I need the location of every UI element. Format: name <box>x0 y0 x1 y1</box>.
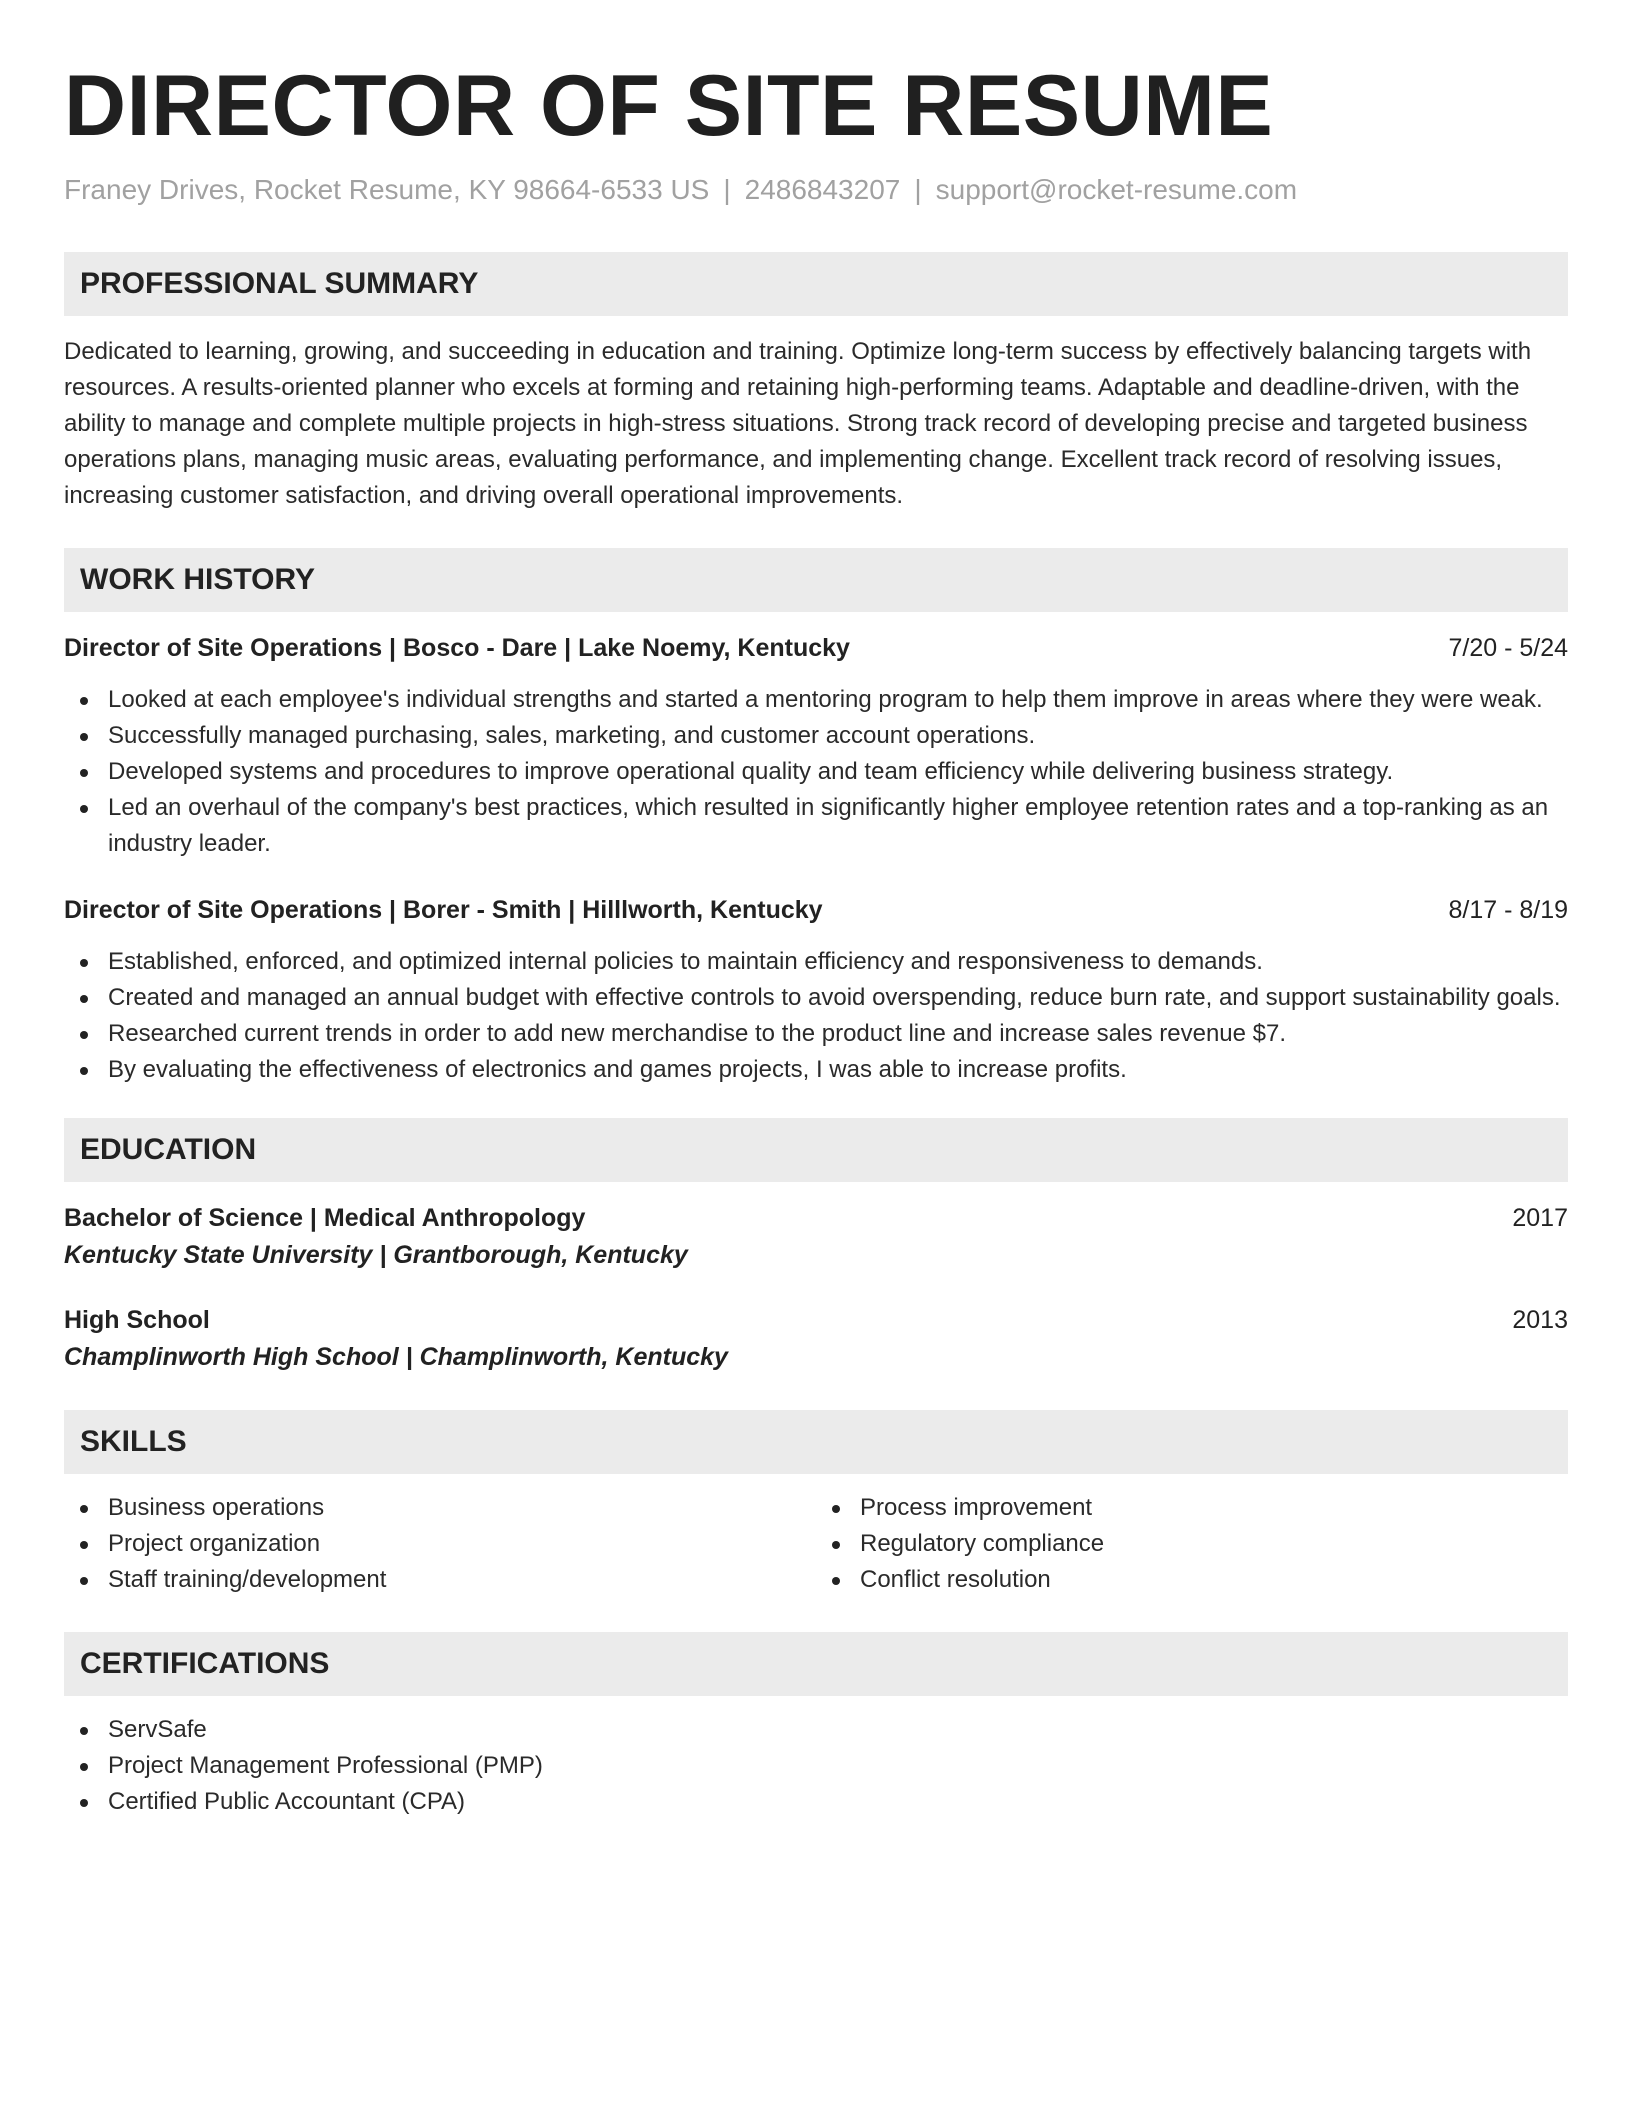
skills-list-left <box>64 1490 816 1598</box>
education-entry <box>64 1302 1568 1376</box>
job-bullet: Created and managed an annual budget with effective controls to avoid overspending, reduce burn rate, and support sustainability goals. <box>64 980 1568 1016</box>
skill-item: Regulatory compliance <box>816 1526 1568 1562</box>
section-heading-summary: PROFESSIONAL SUMMARY <box>64 252 1568 316</box>
summary-text: Dedicated to learning, growing, and succeeding in education and training. Optimize long-term success by effectively balancing targets with resources. A results-oriented planner who excels at forming and retaining high-performing teams. Adaptable and deadline-driven, with the ability to manage and complete multiple projects in high-stress situations. Strong track record of developing precise and targeted business operations plans, managing music areas, evaluating performance, and implementing change. Excellent track record of resolving issues, increasing customer satisfaction, and driving overall operational improvements. <box>64 338 1532 509</box>
contact-email: support@rocket-resume.com <box>935 174 1298 205</box>
education-entry <box>64 1200 1568 1274</box>
skills-grid <box>64 1490 1568 1598</box>
job-title: Director of Site Operations | Borer - Smith | Hilllworth, Kentucky <box>64 896 823 924</box>
section-heading-certifications: CERTIFICATIONS <box>64 1632 1568 1696</box>
job-entry <box>64 892 1568 1088</box>
skill-item: Conflict resolution <box>816 1562 1568 1598</box>
contact-phone: 2486843207 <box>744 174 901 205</box>
education-header <box>64 1302 1568 1338</box>
job-bullet: Led an overhaul of the company's best practices, which resulted in significantly higher employee retention rates and a top-ranking as an industry leader. <box>64 790 1568 862</box>
education-year: 2013 <box>1512 1306 1568 1334</box>
education-degree: High School <box>64 1306 210 1334</box>
job-bullet: Looked at each employee's individual strengths and started a mentoring program to help them improve in areas where they were weak. <box>64 682 1568 718</box>
job-bullets <box>64 682 1568 862</box>
job-bullet: Researched current trends in order to add new merchandise to the product line and increase sales revenue $7. <box>64 1016 1568 1052</box>
job-bullet: Established, enforced, and optimized internal policies to maintain efficiency and responsiveness to demands. <box>64 944 1568 980</box>
contact-separator: | <box>723 174 731 205</box>
certification-item: ServSafe <box>64 1712 1568 1748</box>
education-header <box>64 1200 1568 1236</box>
job-header <box>64 892 1568 928</box>
certifications-list <box>64 1712 1568 1820</box>
skill-item: Business operations <box>64 1490 816 1526</box>
section-heading-education: EDUCATION <box>64 1118 1568 1182</box>
certification-item: Certified Public Accountant (CPA) <box>64 1784 1568 1820</box>
certification-item: Project Management Professional (PMP) <box>64 1748 1568 1784</box>
contact-separator: | <box>914 174 922 205</box>
education-year: 2017 <box>1512 1204 1568 1232</box>
contact-address: Franey Drives, Rocket Resume, KY 98664-6533 US <box>64 174 710 205</box>
job-bullet: Developed systems and procedures to improve operational quality and team efficiency while delivering business strategy. <box>64 754 1568 790</box>
contact-line <box>64 170 1568 210</box>
job-header <box>64 630 1568 666</box>
section-heading-work-history: WORK HISTORY <box>64 548 1568 612</box>
skills-list-right <box>816 1490 1568 1598</box>
job-dates: 7/20 - 5/24 <box>1448 634 1568 662</box>
skill-item: Staff training/development <box>64 1562 816 1598</box>
skill-item: Project organization <box>64 1526 816 1562</box>
resume-title: DIRECTOR OF SITE RESUME <box>64 58 1274 154</box>
skill-item: Process improvement <box>816 1490 1568 1526</box>
education-degree: Bachelor of Science | Medical Anthropology <box>64 1204 586 1232</box>
education-school: Kentucky State University | Grantborough, Kentucky <box>64 1241 688 1269</box>
education-school: Champlinworth High School | Champlinworth, Kentucky <box>64 1343 728 1371</box>
job-title: Director of Site Operations | Bosco - Dare | Lake Noemy, Kentucky <box>64 634 850 662</box>
job-entry <box>64 630 1568 862</box>
job-dates: 8/17 - 8/19 <box>1448 896 1568 924</box>
job-bullet: Successfully managed purchasing, sales, marketing, and customer account operations. <box>64 718 1568 754</box>
job-bullets <box>64 944 1568 1088</box>
job-bullet: By evaluating the effectiveness of electronics and games projects, I was able to increase profits. <box>64 1052 1568 1088</box>
section-heading-skills: SKILLS <box>64 1410 1568 1474</box>
